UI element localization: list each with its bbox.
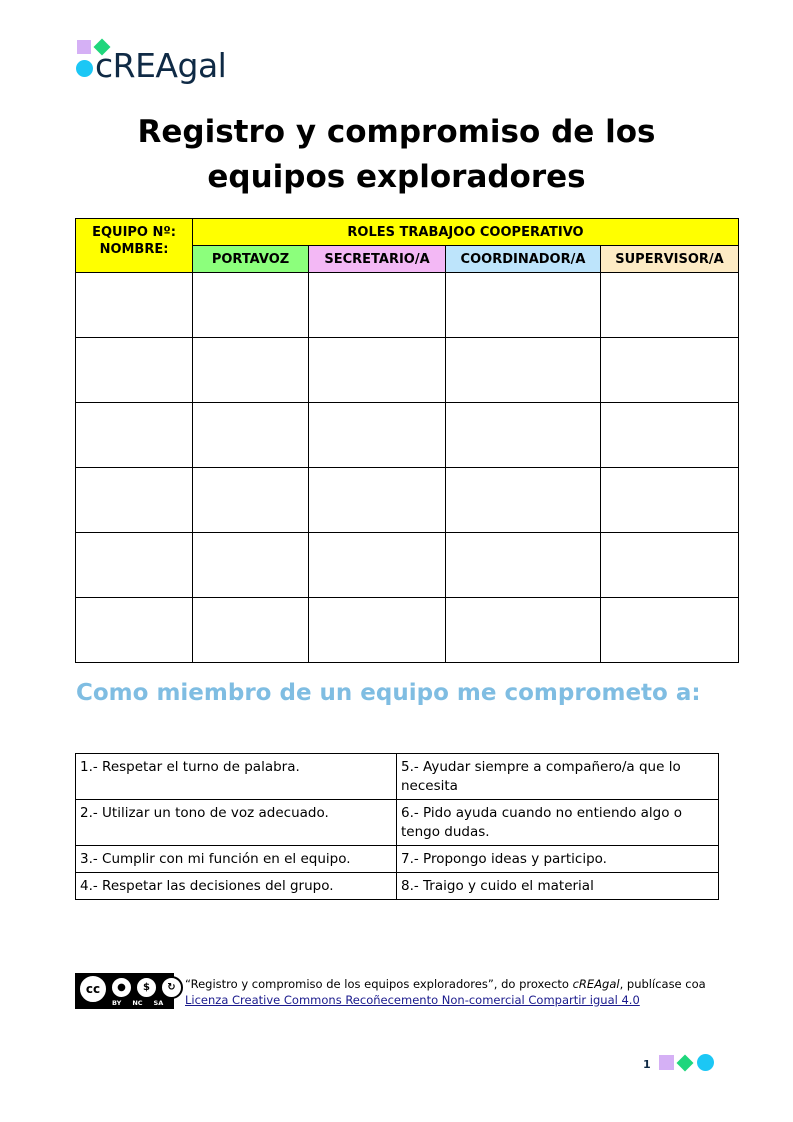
- secretario-cell[interactable]: [309, 468, 446, 533]
- commitment-item: 4.- Respetar las decisiones del grupo.: [76, 873, 397, 900]
- table-row: [76, 873, 719, 900]
- table-row: [76, 403, 739, 468]
- coordinador-cell[interactable]: [446, 468, 601, 533]
- coordinador-cell[interactable]: [446, 273, 601, 338]
- commitment-item: 5.- Ayudar siempre a compañero/a que lo necesita: [397, 754, 719, 800]
- coordinador-cell[interactable]: [446, 338, 601, 403]
- role-header-coordinador: COORDINADOR/A: [446, 246, 601, 273]
- cc-license-badge: [75, 973, 174, 1009]
- commitment-table: [75, 753, 719, 900]
- footer-circle-icon: [697, 1054, 714, 1071]
- page-title: [0, 110, 793, 200]
- role-header-supervisor: SUPERVISOR/A: [601, 246, 739, 273]
- supervisor-cell[interactable]: [601, 468, 739, 533]
- secretario-cell[interactable]: [309, 338, 446, 403]
- footer-square-icon: [659, 1055, 674, 1070]
- portavoz-cell[interactable]: [193, 468, 309, 533]
- title-line-2: equipos exploradores: [207, 159, 586, 195]
- logo-text: cREAgal: [95, 46, 227, 85]
- supervisor-cell[interactable]: [601, 598, 739, 663]
- supervisor-cell[interactable]: [601, 533, 739, 598]
- commitment-item: 1.- Respetar el turno de palabra.: [76, 754, 397, 800]
- commitment-item: 8.- Traigo y cuido el material: [397, 873, 719, 900]
- team-cell[interactable]: [76, 468, 193, 533]
- team-cell[interactable]: [76, 533, 193, 598]
- team-cell[interactable]: [76, 403, 193, 468]
- page-footer: [643, 1054, 714, 1071]
- team-cell[interactable]: [76, 273, 193, 338]
- team-cell[interactable]: [76, 338, 193, 403]
- license-text: [185, 976, 706, 1008]
- table-row: [76, 338, 739, 403]
- sa-label: SA: [153, 999, 164, 1007]
- table-row: [76, 846, 719, 873]
- roles-header: ROLES TRABAJOO COOPERATIVO: [193, 219, 739, 246]
- logo-circle-icon: [76, 60, 93, 77]
- attribution-person-icon: ●: [110, 976, 133, 999]
- supervisor-cell[interactable]: [601, 403, 739, 468]
- commitment-item: 6.- Pido ayuda cuando no entiendo algo o tengo dudas.: [397, 800, 719, 846]
- page-number: 1: [643, 1058, 651, 1071]
- table-row: [76, 273, 739, 338]
- portavoz-cell[interactable]: [193, 403, 309, 468]
- creagal-logo: [75, 38, 235, 88]
- secretario-cell[interactable]: [309, 273, 446, 338]
- team-name-label: NOMBRE:: [99, 242, 169, 257]
- table-row: [76, 754, 719, 800]
- supervisor-cell[interactable]: [601, 338, 739, 403]
- by-label: BY: [112, 999, 122, 1007]
- coordinador-cell[interactable]: [446, 533, 601, 598]
- table-row: [76, 468, 739, 533]
- team-cell[interactable]: [76, 598, 193, 663]
- secretario-cell[interactable]: [309, 403, 446, 468]
- role-header-secretario: SECRETARIO/A: [309, 246, 446, 273]
- cc-icon: cc: [78, 974, 108, 1004]
- commitment-heading: Como miembro de un equipo me comprometo a:: [76, 680, 701, 706]
- role-header-portavoz: PORTAVOZ: [193, 246, 309, 273]
- portavoz-cell[interactable]: [193, 598, 309, 663]
- license-link[interactable]: Licenza Creative Commons Recoñecemento Non-comercial Compartir igual 4.0: [185, 993, 640, 1007]
- footer-diamond-icon: [676, 1054, 693, 1071]
- table-row: [76, 533, 739, 598]
- portavoz-cell[interactable]: [193, 533, 309, 598]
- secretario-cell[interactable]: [309, 598, 446, 663]
- portavoz-cell[interactable]: [193, 273, 309, 338]
- nc-label: NC: [132, 999, 143, 1007]
- coordinador-cell[interactable]: [446, 403, 601, 468]
- coordinador-cell[interactable]: [446, 598, 601, 663]
- table-row: [76, 598, 739, 663]
- team-number-label: EQUIPO Nº:: [92, 225, 176, 240]
- secretario-cell[interactable]: [309, 533, 446, 598]
- commitment-item: 3.- Cumplir con mi función en el equipo.: [76, 846, 397, 873]
- logo-square-icon: [77, 40, 91, 54]
- non-commercial-icon: $: [135, 976, 158, 999]
- portavoz-cell[interactable]: [193, 338, 309, 403]
- license-text-after: , publícase coa: [619, 977, 706, 991]
- team-header: [76, 219, 193, 273]
- title-line-1: Registro y compromiso de los: [137, 114, 656, 150]
- table-row: [76, 800, 719, 846]
- project-name: cREAgal: [572, 977, 620, 991]
- license-text-before: “Registro y compromiso de los equipos exploradores”, do proxecto: [185, 977, 573, 991]
- share-alike-icon: ↻: [160, 976, 183, 999]
- supervisor-cell[interactable]: [601, 273, 739, 338]
- commitment-item: 2.- Utilizar un tono de voz adecuado.: [76, 800, 397, 846]
- commitment-item: 7.- Propongo ideas y participo.: [397, 846, 719, 873]
- roles-table: [75, 218, 739, 663]
